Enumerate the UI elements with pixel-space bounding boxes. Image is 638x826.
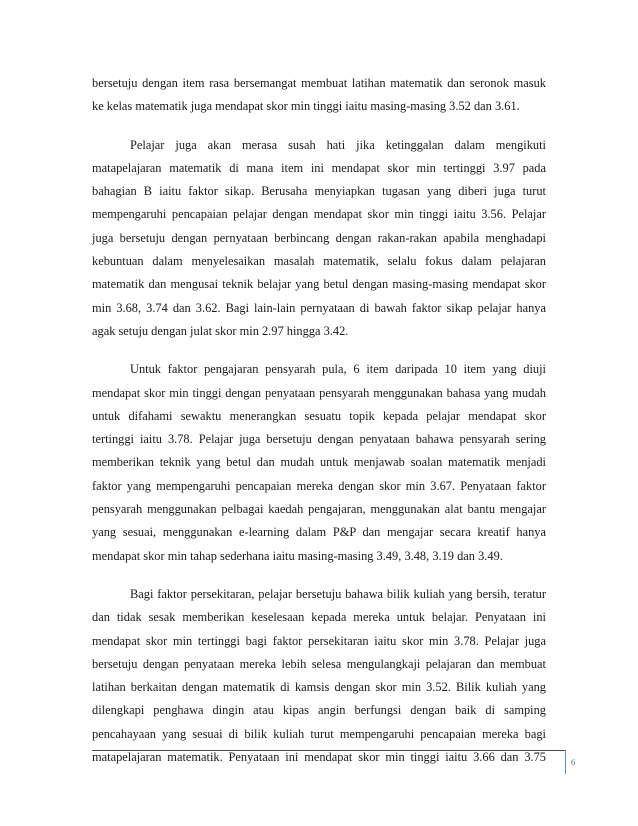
- text-line: pencahayaan yang sesuai di bilik kuliah turut mempengaruhi pencapaian mereka bagi: [92, 726, 546, 741]
- text-line: mendapat skor min tinggi dengan penyataan pensyarah menggunakan bahasa yang mudah: [92, 385, 546, 400]
- text-line: Untuk faktor pengajaran pensyarah pula, 6 item daripada 10 item yang diuji: [130, 362, 546, 377]
- text-line: min 3.68, 3.74 dan 3.62. Bagi lain-lain pernyataan di bawah faktor sikap pelajar hanya: [92, 300, 546, 315]
- text-line: bahagian B iaitu faktor sikap. Berusaha menyiapkan tugasan yang diberi juga turut: [92, 184, 546, 199]
- page-number: 6: [571, 757, 576, 767]
- page-number-divider: [565, 750, 566, 774]
- text-line: mendapat skor min tahap sederhana iaitu masing-masing 3.49, 3.48, 3.19 dan 3.49.: [92, 548, 503, 563]
- text-line: mempengaruhi pencapaian pelajar dengan mendapat skor min tinggi iaitu 3.56. Pelajar: [92, 207, 546, 222]
- text-line: Bagi faktor persekitaran, pelajar bersetuju bahawa bilik kuliah yang bersih, teratur: [130, 586, 546, 601]
- text-line: tertinggi iaitu 3.78. Pelajar juga bersetuju dengan penyataan bahawa pensyarah sering: [92, 432, 546, 447]
- paragraph-1: [92, 72, 546, 119]
- text-line: pensyarah menggunakan pelbagai kaedah pengajaran, menggunakan alat bantu mengajar: [92, 502, 546, 517]
- text-line: latihan berkaitan dengan matematik di kamsis dengan skor min 3.52. Bilik kuliah yang: [92, 680, 546, 695]
- text-line: bersetuju dengan penyataan mereka lebih selesa mengulangkaji pelajaran dan membuat: [92, 656, 546, 671]
- text-line: kebuntuan dalam menyelesaikan masalah matematik, selalu fokus dalam pelajaran: [92, 254, 546, 269]
- body-text: [92, 72, 546, 769]
- text-line: ke kelas matematik juga mendapat skor min tinggi iaitu masing-masing 3.52 dan 3.61.: [92, 99, 520, 114]
- footer-rule: [92, 750, 566, 751]
- paragraph-4: [92, 583, 546, 769]
- text-line: agak setuju dengan julat skor min 2.97 hingga 3.42.: [92, 323, 349, 338]
- text-line: juga bersetuju dengan pernyataan berbincang dengan rakan-rakan apabila menghadapi: [92, 230, 546, 245]
- paragraph-2: [92, 134, 546, 344]
- text-line: matapelajaran matematik di mana item ini mendapat skor min tertinggi 3.97 pada: [92, 160, 546, 175]
- text-line: dan tidak sesak memberikan keselesaan kepada mereka untuk belajar. Penyataan ini: [92, 610, 546, 625]
- text-line: yang sesuai, menggunakan e-learning dalam P&P dan mengajar secara kreatif hanya: [92, 525, 546, 540]
- text-line: bersetuju dengan item rasa bersemangat membuat latihan matematik dan seronok masuk: [92, 76, 546, 90]
- text-line: matapelajaran matematik. Penyataan ini mendapat skor min tinggi iaitu 3.66 dan 3.75: [92, 750, 546, 765]
- text-line: dilengkapi penghawa dingin atau kipas angin berfungsi dengan baik di samping: [92, 703, 546, 718]
- text-line: faktor yang mempengaruhi pencapaian mereka dengan skor min 3.67. Penyataan faktor: [92, 478, 546, 493]
- text-line: memberikan teknik yang betul dan mudah untuk menjawab soalan matematik menjadi: [92, 455, 546, 470]
- text-line: matematik dan mengusai teknik belajar yang betul dengan masing-masing mendapat skor: [92, 277, 546, 292]
- paragraph-3: [92, 358, 546, 568]
- text-line: untuk difahami sewaktu menerangkan sesuatu topik kepada pelajar mendapat skor: [92, 408, 546, 423]
- text-line: mendapat skor min tertinggi bagi faktor persekitaran iaitu skor min 3.78. Pelajar juga: [92, 633, 546, 648]
- text-line: Pelajar juga akan merasa susah hati jika ketinggalan dalam mengikuti: [130, 137, 546, 152]
